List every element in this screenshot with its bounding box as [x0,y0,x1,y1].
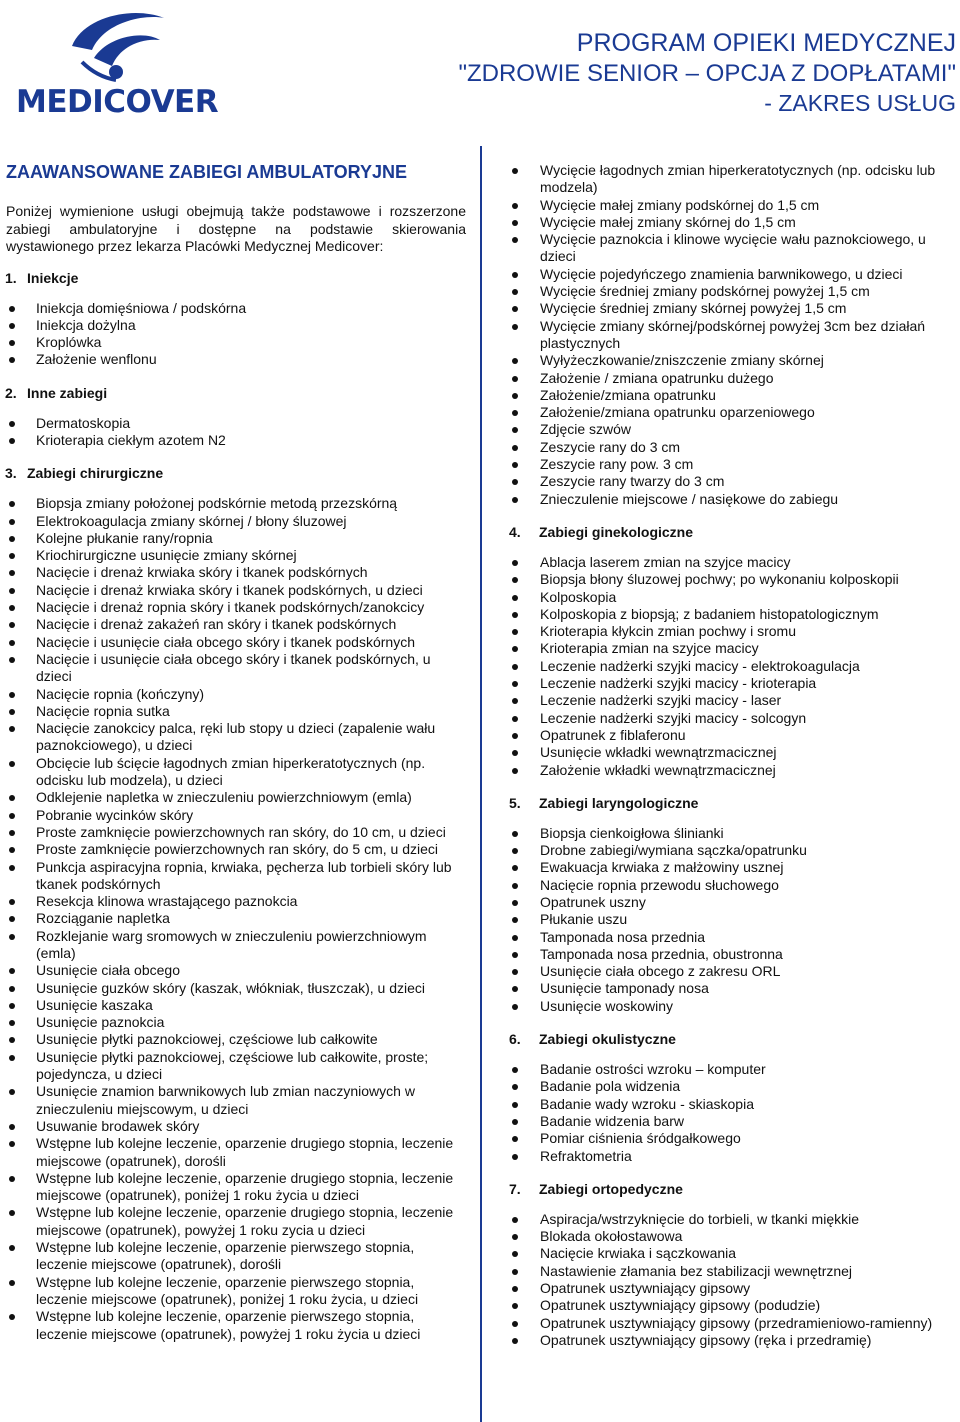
list-item: Opatrunek usztywniający gipsowy (podudzie) [509,1297,949,1314]
list-item: Zeszycie rany do 3 cm [509,439,949,456]
section-number: 7. [509,1180,521,1197]
list-item: Biopsja zmiany położonej podskórnie metodą przezskórną [6,495,466,512]
list-item: Nacięcie i drenaż krwiaka skóry i tkanek podskórnych, u dzieci [6,582,466,599]
list-item: Założenie / zmiana opatrunku dużego [509,370,949,387]
list-item: Usunięcie kaszaka [6,997,466,1014]
list-item: Pobranie wycinków skóry [6,807,466,824]
medicover-emblem-icon [64,6,174,86]
list-item: Biopsja błony śluzowej pochwy; po wykonaniu kolposkopii [509,571,949,588]
section-heading [509,795,949,811]
section-list-iniekcje [6,300,466,369]
list-item: Ablacja laserem zmian na szyjce macicy [509,554,949,571]
list-item: Proste zamknięcie powierzchownych ran skóry, do 5 cm, u dzieci [6,841,466,858]
list-item: Wycięcie małej zmiany podskórnej do 1,5 cm [509,197,949,214]
list-item: Zeszycie rany twarzy do 3 cm [509,473,949,490]
list-item: Wstępne lub kolejne leczenie, oparzenie drugiego stopnia, leczenie miejscowe (opatrunek), powyżej 1 roku zycia u dzieci [6,1204,466,1239]
list-item: Biopsja cienkoigłowa ślinianki [509,825,949,842]
list-item: Znieczulenie miejscowe / nasiękowe do zabiegu [509,491,949,508]
section-title: Zabiegi chirurgiczne [27,465,164,482]
list-item: Badanie wady wzroku - skiaskopia [509,1096,949,1113]
list-item: Usunięcie ciała obcego z zakresu ORL [509,963,949,980]
program-title-line3: - ZAKRES USŁUG [764,90,956,117]
list-item: Wstępne lub kolejne leczenie, oparzenie drugiego stopnia, leczenie miejscowe (opatrunek), poniżej 1 roku życia u dzieci [6,1170,466,1205]
list-item: Leczenie nadżerki szyjki macicy - krioterapia [509,675,949,692]
list-item: Usunięcie woskowiny [509,998,949,1015]
program-title [458,28,956,118]
section-heading [5,465,466,481]
list-item: Usunięcie płytki paznokciowej, częściowe lub całkowite [6,1031,466,1048]
list-item: Kolposkopia z biopsją; z badaniem histopatologicznym [509,606,949,623]
list-item: Wstępne lub kolejne leczenie, oparzenie pierwszego stopnia, leczenie miejscowe (opatrunek), powyżej 1 roku życia u dzieci [6,1308,466,1343]
list-item: Opatrunek usztywniający gipsowy (przedramieniowo-ramienny) [509,1315,949,1332]
list-item: Obcięcie lub ścięcie łagodnych zmian hiperkeratotycznych (np. odcisku lub modzela), u dzieci [6,755,466,790]
list-item: Kriochirurgiczne usunięcie zmiany skórnej [6,547,466,564]
page-title: ZAAWANSOWANE ZABIEGI AMBULATORYJNE [6,162,408,182]
list-item: Iniekcja domięśniowa / podskórna [6,300,466,317]
list-item: Nacięcie ropnia przewodu słuchowego [509,877,949,894]
list-item: Wstępne lub kolejne leczenie, oparzenie drugiego stopnia, leczenie miejscowe (opatrunek), dorośli [6,1135,466,1170]
list-item: Wstępne lub kolejne leczenie, oparzenie pierwszego stopnia, leczenie miejscowe (opatrunek), poniżej 1 roku życia, u dzieci [6,1274,466,1309]
list-item: Nastawienie złamania bez stabilizacji wewnętrznej [509,1263,949,1280]
list-item: Drobne zabiegi/wymiana sączka/opatrunku [509,842,949,859]
list-item: Opatrunek usztywniający gipsowy [509,1280,949,1297]
list-item: Nacięcie i drenaż ropnia skóry i tkanek podskórnych/zanokcicy [6,599,466,616]
list-item: Płukanie uszu [509,911,949,928]
section-heading [5,385,466,401]
section-list-chirurgiczne [6,495,466,1343]
list-item: Wycięcie zmiany skórnej/podskórnej powyżej 3cm bez działań plastycznych [509,318,949,353]
list-item: Proste zamknięcie powierzchownych ran skóry, do 10 cm, u dzieci [6,824,466,841]
section-number: 2. [5,384,17,401]
list-item: Blokada okołostawowa [509,1228,949,1245]
section-title: Zabiegi ginekologiczne [539,523,694,540]
section-title: Inne zabiegi [27,384,108,401]
list-item: Założenie wkładki wewnątrzmacicznej [509,762,949,779]
list-item: Wycięcie paznokcia i klinowe wycięcie wału paznokciowego, u dzieci [509,231,949,266]
list-item: Opatrunek uszny [509,894,949,911]
section-title: Zabiegi ortopedyczne [539,1180,683,1197]
list-item: Nacięcie i usunięcie ciała obcego skóry i tkanek podskórnych, u dzieci [6,651,466,686]
section-heading [509,1031,949,1047]
list-item: Krioterapia ciekłym azotem N2 [6,432,466,449]
section-list-chirurgiczne-continued [509,162,949,508]
section-number: 1. [5,269,17,286]
section-number: 4. [509,523,521,540]
section-list-ginekologiczne [509,554,949,779]
list-item: Założenie/zmiana opatrunku [509,387,949,404]
intro-text: Poniżej wymienione usługi obejmują także podstawowe i rozszerzone zabiegi ambulatoryjne i dostępne na podstawie skierowania wystawionego przez lekarza Placówki Medycznej Medicover: [6,203,466,254]
list-item: Leczenie nadżerki szyjki macicy - laser [509,692,949,709]
list-item: Wstępne lub kolejne leczenie, oparzenie pierwszego stopnia, leczenie miejscowe (opatrunek), dorośli [6,1239,466,1274]
list-item: Leczenie nadżerki szyjki macicy - solcogyn [509,710,949,727]
section-list-okulistyczne [509,1061,949,1165]
list-item: Opatrunek usztywniający gipsowy (ręka i przedramię) [509,1332,949,1349]
list-item: Leczenie nadżerki szyjki macicy - elektrokoagulacja [509,658,949,675]
list-item: Założenie/zmiana opatrunku oparzeniowego [509,404,949,421]
medicover-logo [14,6,234,118]
list-item: Resekcja klinowa wrastającego paznokcia [6,893,466,910]
list-item: Nacięcie krwiaka i sączkowania [509,1245,949,1262]
list-item: Usunięcie wkładki wewnątrzmacicznej [509,744,949,761]
list-item: Wyłyżeczkowanie/zniszczenie zmiany skórnej [509,352,949,369]
list-item: Krioterapia zmian na szyjce macicy [509,640,949,657]
list-item: Wycięcie średniej zmiany skórnej powyżej 1,5 cm [509,300,949,317]
list-item: Odklejenie napletka w znieczuleniu powierzchniowym (emla) [6,789,466,806]
list-item: Usunięcie tamponady nosa [509,980,949,997]
list-item: Kolejne płukanie rany/ropnia [6,530,466,547]
list-item: Tamponada nosa przednia, obustronna [509,946,949,963]
list-item: Wycięcie średniej zmiany podskórnej powyżej 1,5 cm [509,283,949,300]
right-column [509,162,949,1365]
list-item: Rozklejanie warg sromowych w znieczuleniu powierzchniowym (emla) [6,928,466,963]
list-item: Nacięcie i drenaż zakażeń ran skóry i tkanek podskórnych [6,616,466,633]
logo-wordmark: MEDICOVER [16,84,219,120]
section-number: 5. [509,794,521,811]
list-item: Refraktometria [509,1148,949,1165]
section-list-inne-zabiegi [6,415,466,450]
list-item: Badanie widzenia barw [509,1113,949,1130]
section-list-laryngologiczne [509,825,949,1015]
section-number: 3. [5,465,17,482]
list-item: Usunięcie ciała obcego [6,962,466,979]
list-item: Wycięcie pojedyńczego znamienia barwnikowego, u dzieci [509,266,949,283]
list-item: Zdjęcie szwów [509,421,949,438]
list-item: Krioterapia kłykcin zmian pochwy i sromu [509,623,949,640]
list-item: Zeszycie rany pow. 3 cm [509,456,949,473]
list-item: Ewakuacja krwiaka z małżowiny usznej [509,859,949,876]
section-number: 6. [509,1031,521,1048]
list-item: Nacięcie zanokcicy palca, ręki lub stopy u dzieci (zapalenie wału paznokciowego), u dzieci [6,720,466,755]
list-item: Usuwanie brodawek skóry [6,1118,466,1135]
section-heading [5,270,466,286]
column-divider [480,146,482,1422]
list-item: Usunięcie guzków skóry (kaszak, włókniak, tłuszczak), u dzieci [6,980,466,997]
list-item: Kroplówka [6,334,466,351]
left-column [6,160,466,1359]
section-title: Zabiegi laryngologiczne [539,794,699,811]
list-item: Punkcja aspiracyjna ropnia, krwiaka, pęcherza lub torbieli skóry lub tkanek podskórnych [6,859,466,894]
list-item: Elektrokoagulacja zmiany skórnej / błony śluzowej [6,513,466,530]
section-list-ortopedyczne [509,1211,949,1349]
program-title-line2: "ZDROWIE SENIOR – OPCJA Z DOPŁATAMI" [458,60,956,88]
list-item: Usunięcie płytki paznokciowej, częściowe lub całkowite, proste; pojedyncza, u dzieci [6,1049,466,1084]
list-item: Iniekcja dożylna [6,317,466,334]
list-item: Nacięcie ropnia (kończyny) [6,686,466,703]
section-title: Zabiegi okulistyczne [539,1031,676,1048]
section-heading [509,1181,949,1197]
list-item: Pomiar ciśnienia śródgałkowego [509,1130,949,1147]
list-item: Kolposkopia [509,589,949,606]
list-item: Dermatoskopia [6,415,466,432]
list-item: Usunięcie paznokcia [6,1014,466,1031]
list-item: Wycięcie łagodnych zmian hiperkeratotycznych (np. odcisku lub modzela) [509,162,949,197]
list-item: Badanie ostrości wzroku – komputer [509,1061,949,1078]
list-item: Nacięcie ropnia sutka [6,703,466,720]
list-item: Tamponada nosa przednia [509,929,949,946]
list-item: Badanie pola widzenia [509,1078,949,1095]
list-item: Nacięcie i drenaż krwiaka skóry i tkanek podskórnych [6,564,466,581]
list-item: Opatrunek z fiblaferonu [509,727,949,744]
list-item: Rozciąganie napletka [6,910,466,927]
list-item: Założenie wenflonu [6,351,466,368]
section-heading [509,524,949,540]
section-title: Iniekcje [27,269,79,286]
list-item: Usunięcie znamion barwnikowych lub zmian naczyniowych w znieczuleniu miejscowym, u dzieci [6,1083,466,1118]
list-item: Wycięcie małej zmiany skórnej do 1,5 cm [509,214,949,231]
list-item: Nacięcie i usunięcie ciała obcego skóry i tkanek podskórnych [6,634,466,651]
list-item: Aspiracja/wstrzyknięcie do torbieli, w tkanki miękkie [509,1211,949,1228]
program-title-line1: PROGRAM OPIEKI MEDYCZNEJ [576,29,956,57]
